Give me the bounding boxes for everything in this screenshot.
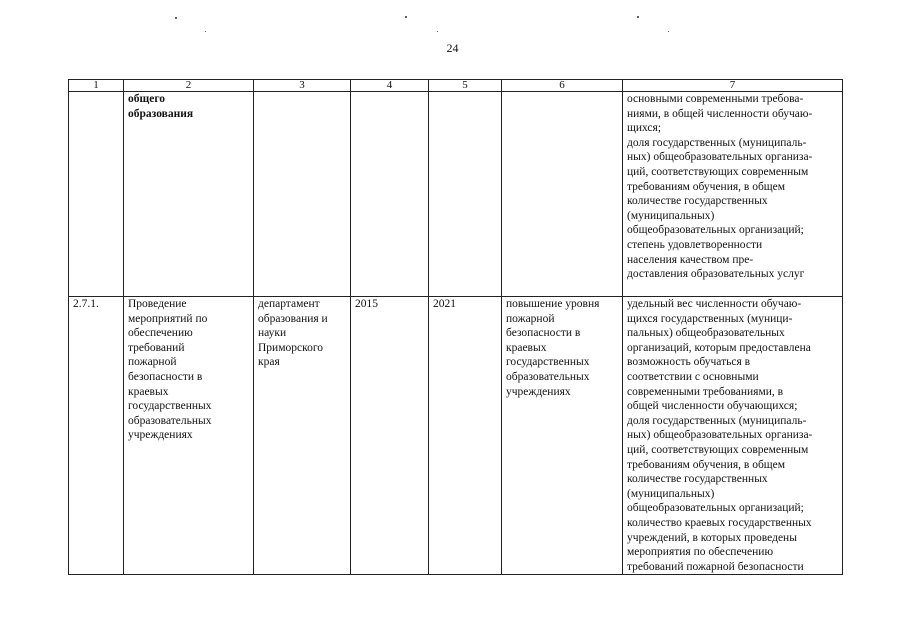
indicator-line: ных) общеобразовательных организа-	[627, 429, 813, 442]
indicator-line: ций, соответствующих современным	[627, 443, 809, 456]
indicator-line: степень удовлетворенности	[627, 238, 763, 251]
scan-speck	[405, 16, 407, 18]
cell-end-year	[429, 92, 502, 297]
cell-executor	[254, 92, 351, 297]
name-line: требований	[128, 341, 185, 354]
cell-result	[502, 297, 623, 575]
cell-indicators	[623, 92, 843, 297]
scan-speck	[637, 16, 639, 18]
name-line: общего	[128, 93, 165, 105]
indicator-line: основными современными требова-	[627, 93, 804, 105]
indicator-line: количество краевых государственных	[627, 516, 812, 529]
result-line: пожарной	[506, 312, 555, 325]
scan-speck	[668, 31, 669, 32]
result-line: образовательных	[506, 370, 590, 383]
program-table	[68, 79, 843, 575]
indicator-line: общеобразовательных организаций;	[627, 502, 804, 515]
executor-line: края	[258, 356, 280, 369]
cell-start-year	[351, 92, 429, 297]
scan-speck	[437, 31, 438, 32]
executor-line: образования и	[258, 312, 328, 325]
column-header: 7	[623, 80, 843, 92]
column-header: 2	[124, 80, 254, 92]
name-line: краевых	[128, 385, 169, 398]
indicator-line: требованиям обучения, в общем	[627, 180, 786, 193]
name-line: мероприятий по	[128, 312, 208, 325]
indicator-line: доля государственных (муниципаль-	[627, 136, 807, 149]
cell-name	[124, 297, 254, 575]
column-header: 5	[429, 80, 502, 92]
indicator-line: учреждений, в которых проведены	[627, 531, 797, 544]
executor-line: Приморского	[258, 341, 324, 354]
table-row	[69, 297, 843, 575]
scan-speck	[175, 17, 177, 19]
header-row	[69, 80, 843, 92]
indicator-line: общей численности обучающихся;	[627, 400, 798, 413]
result-line: краевых	[506, 341, 547, 354]
executor-line: науки	[258, 327, 287, 340]
indicator-line: (муниципальных)	[627, 487, 715, 500]
result-line: повышение уровня	[506, 298, 600, 310]
cell-end-year: 2021	[429, 297, 502, 575]
indicator-line: ниями, в общей численности обучаю-	[627, 107, 813, 120]
name-line: обеспечению	[128, 327, 193, 340]
indicator-line: требованиям обучения, в общем	[627, 458, 786, 471]
indicator-line: населения качеством пре-	[627, 253, 754, 266]
indicator-line: щихся государственных (муници-	[627, 312, 793, 325]
indicator-line: организаций, которым предоставлена	[627, 341, 811, 354]
table-row-continuation	[69, 92, 843, 297]
indicator-line: пальных) общеобразовательных	[627, 327, 785, 340]
column-header: 6	[502, 80, 623, 92]
executor-line: департамент	[258, 298, 320, 310]
name-line: пожарной	[128, 356, 177, 369]
indicator-line: ций, соответствующих современным	[627, 165, 809, 178]
result-line: государственных	[506, 356, 590, 369]
indicator-line: доля государственных (муниципаль-	[627, 414, 807, 427]
cell-number	[69, 92, 124, 297]
indicator-line: требований пожарной безопасности	[627, 560, 804, 573]
scan-speck	[205, 31, 206, 32]
column-header: 1	[69, 80, 124, 92]
name-line: безопасности в	[128, 370, 203, 383]
name-line: образовательных	[128, 414, 212, 427]
column-header: 4	[351, 80, 429, 92]
indicator-line: общеобразовательных организаций;	[627, 224, 804, 237]
indicator-line: доставления образовательных услуг	[627, 268, 805, 281]
cell-executor	[254, 297, 351, 575]
indicator-line: (муниципальных)	[627, 209, 715, 222]
result-line: безопасности в	[506, 327, 581, 340]
name-line: государственных	[128, 400, 212, 413]
name-line: Проведение	[128, 298, 187, 310]
indicator-line: количестве государственных	[627, 473, 768, 486]
indicator-line: соответствии с основными	[627, 370, 759, 383]
cell-result	[502, 92, 623, 297]
cell-number: 2.7.1.	[69, 297, 124, 575]
name-line: учреждениях	[128, 429, 193, 442]
indicator-line: количестве государственных	[627, 195, 768, 208]
indicator-line: щихся;	[627, 122, 662, 135]
indicator-line: удельный вес численности обучаю-	[627, 298, 802, 310]
indicator-line: мероприятия по обеспечению	[627, 546, 774, 559]
cell-start-year: 2015	[351, 297, 429, 575]
column-header: 3	[254, 80, 351, 92]
name-line: образования	[128, 107, 194, 120]
indicator-line: ных) общеобразовательных организа-	[627, 151, 813, 164]
indicator-line: возможность обучаться в	[627, 356, 751, 369]
cell-name	[124, 92, 254, 297]
indicator-line: современными требованиями, в	[627, 385, 784, 398]
result-line: учреждениях	[506, 385, 571, 398]
page-number: 24	[446, 41, 459, 55]
cell-indicators	[623, 297, 843, 575]
